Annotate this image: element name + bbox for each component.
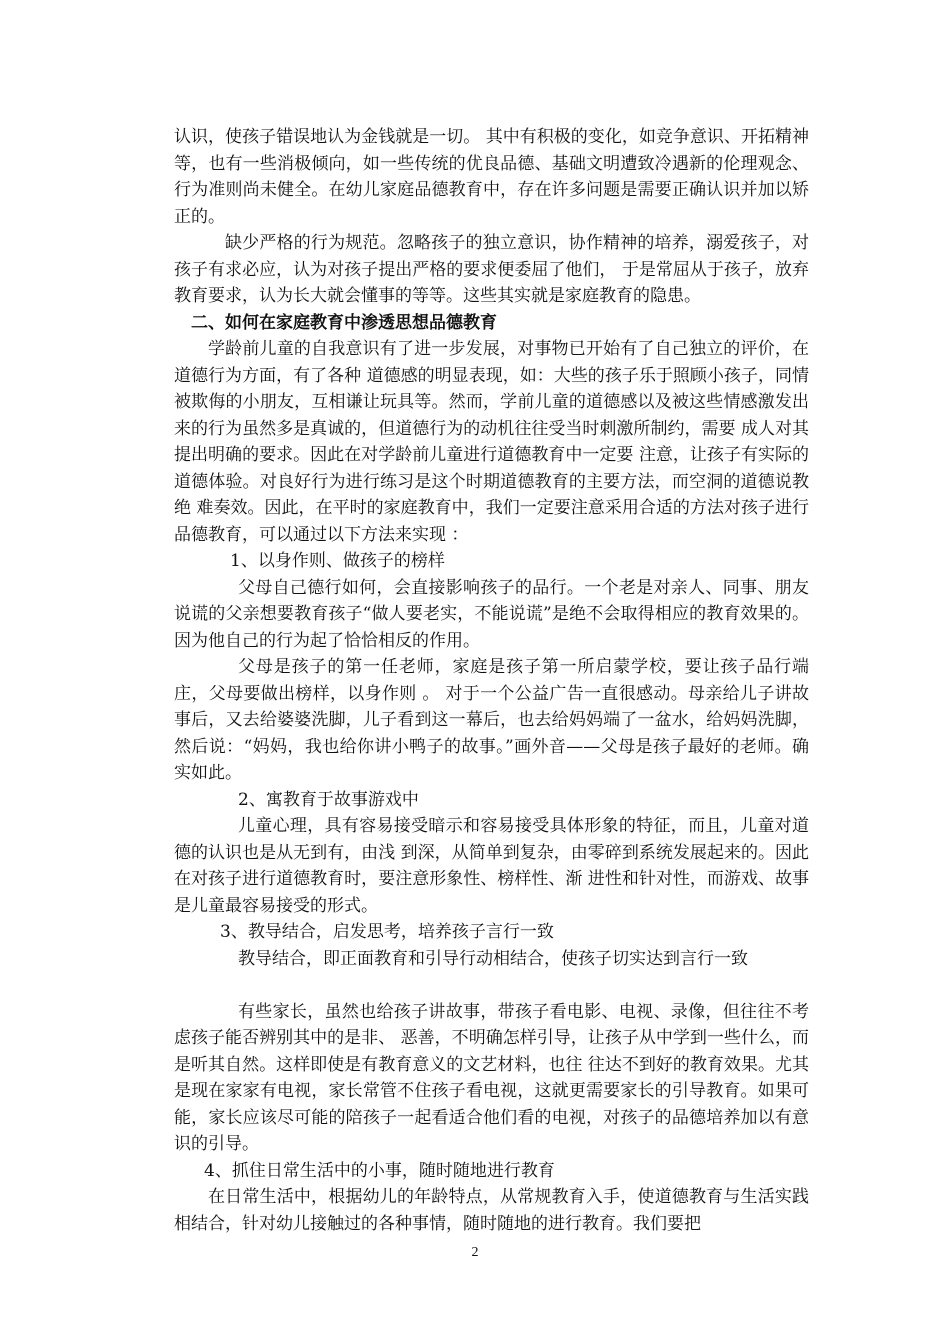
page-number: 2 [471,1245,479,1260]
subheading-4: 4、抓住日常生活中的小事，随时随地进行教育 [204,1160,555,1181]
paragraph-9: 在日常生活中，根据幼儿的年龄特点，从常规教育入手，使道德教育与生活实践相结合，针对幼儿接触过的各种事情，随时随地的进行教育。我们要把 [174,1187,809,1234]
paragraph-6: 儿童心理，具有容易接受暗示和容易接受具体形象的特征，而且，儿童对道德的认识也是从无到有，由浅 到深，从简单到复杂，由零碎到系统发展起来的。因此在对孩子进行道德教育时，要注意形象性、榜样性、渐 进性和针对性，而游戏、故事是儿童最容易接受的形式。 [174,816,809,916]
document-page [174,124,809,1237]
paragraph-8: 有些家长，虽然也给孩子讲故事，带孩子看电影、电视、录像，但往往不考虑孩子能否辨别其中的是非、 恶善，不明确怎样引导，让孩子从中学到一些什么，而是听其自然。这样即使是有教育意义的文艺材料，也往 往达不到好的教育效果。尤其是现在家家有电视，家长常管不住孩子看电视，这就更需要家长的引导教育。如果可能，家长应该尽可能的陪孩子一起看适合他们看的电视，对孩子的品德培养加以有意识的引导。 [174,1001,809,1154]
paragraph-3: 学龄前儿童的自我意识有了进一步发展，对事物已开始有了自己独立的评价，在道德行为方面，有了各种 道德感的明显表现，如：大些的孩子乐于照顾小孩子，同情被欺侮的小朋友，互相谦让玩具等。然而，学前儿童的道德感以及被这些情感激发出来的行为虽然多是真诚的，但道德行为的动机往往受当时刺激所制约，需要 成人对其提出明确的要求。因此在对学龄前儿童进行道德教育中一定要 注意，让孩子有实际的道德体验。对良好行为进行练习是这个时期道德教育的主要方法，而空洞的道德说教绝 难奏效。因此，在平时的家庭教育中，我们一定要注意采用合适的方法对孩子进行品德教育，可以通过以下方法来实现 ： [174,339,809,545]
paragraph-7: 教导结合，即正面教育和引导行动相结合，使孩子切实达到言行一致 [238,948,748,969]
subheading-3: 3、教导结合，启发思考，培养孩子言行一致 [220,922,554,942]
section-heading-2: 二、如何在家庭教育中渗透思想品德教育 [191,312,497,333]
paragraph-2: 缺少严格的行为规范。忽略孩子的独立意识，协作精神的培养，溺爱孩子，对孩子有求必应，认为对孩子提出严格的要求便委屈了他们， 于是常屈从于孩子，放弃教育要求，认为长大就会懂事的等等。这些其实就是家庭教育的隐患。 [174,233,809,306]
blank-line [174,972,809,999]
paragraph-4: 父母自己德行如何，会直接影响孩子的品行。一个老是对亲人、同事、朋友说谎的父亲想要教育孩子“做人要老实，不能说谎”是绝不会取得相应的教育效果的。因为他自己的行为起了恰恰相反的作用。 [174,577,809,651]
subheading-2: 2、寓教育于故事游戏中 [238,789,419,810]
subheading-1: 1、以身作则、做孩子的榜样 [230,551,445,571]
paragraph-1: 认识，使孩子错误地认为金钱就是一切。 其中有积极的变化，如竞争意识、开拓精神等，也有一些消极倾向，如一些传统的优良品德、基础文明遭致冷遇新的伦理观念、行为准则尚未健全。在幼儿家庭品德教育中，存在许多问题是需要正确认识并加以矫正的。 [174,127,809,227]
paragraph-5: 父母是孩子的第一任老师，家庭是孩子第一所启蒙学校，要让孩子品行端庄，父母要做出榜样，以身作则 。 对于一个公益广告一直很感动。母亲给儿子讲故事后，又去给婆婆洗脚，儿子看到这一幕后，也去给妈妈端了一盆水，给妈妈洗脚，然后说：“妈妈，我也给你讲小鸭子的故事。”画外音——父母是孩子最好的老师。确实如此。 [174,657,809,783]
